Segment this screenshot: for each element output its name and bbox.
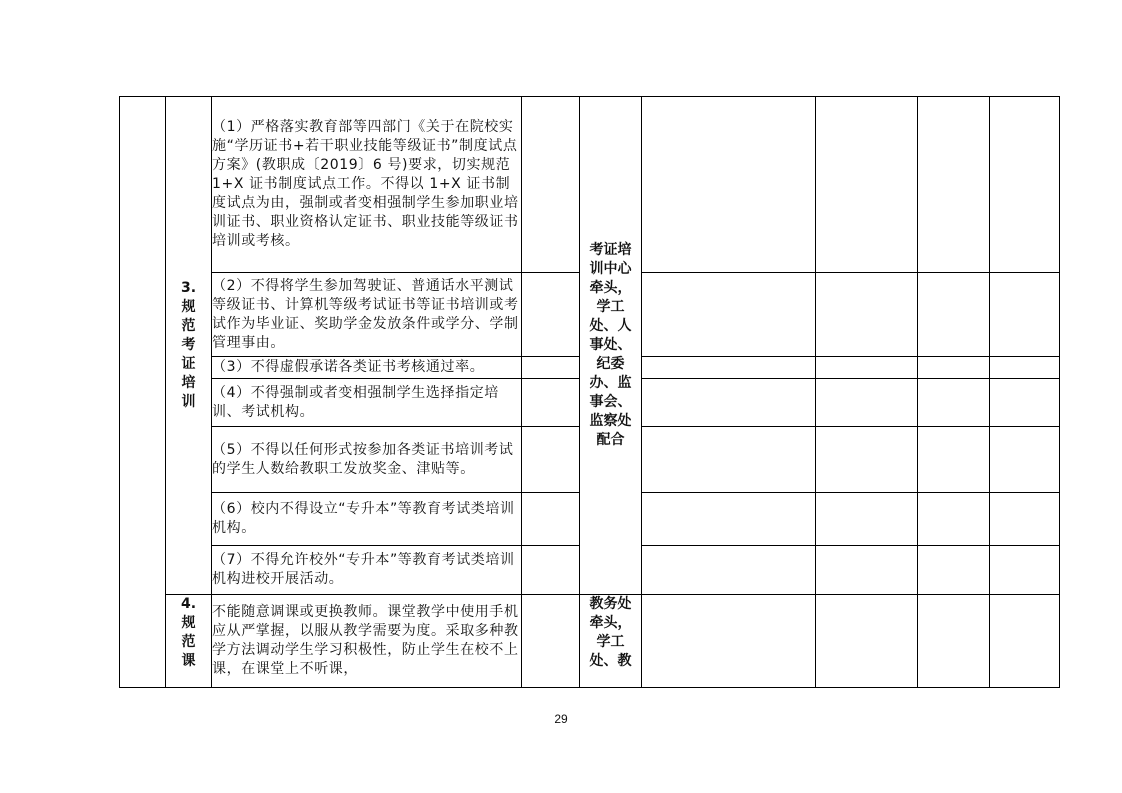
requirement-text: （5）不得以任何形式按参加各类证书培训考试的学生人数给教职工发放奖金、津贴等。: [212, 427, 522, 493]
empty-cell: [918, 427, 990, 493]
empty-cell: [522, 493, 580, 546]
responsible-line: 纪委: [596, 356, 625, 372]
empty-cell: [816, 357, 918, 379]
empty-cell: [816, 546, 918, 595]
empty-cell: [642, 546, 816, 595]
responsible-line: 学工: [596, 634, 625, 650]
empty-cell: [990, 546, 1060, 595]
empty-cell: [522, 379, 580, 427]
outer-category-cell: [120, 97, 166, 688]
responsible-department: [580, 595, 642, 688]
responsible-line: 事会、: [589, 394, 632, 410]
section-title-char: 课: [181, 653, 196, 669]
empty-cell: [816, 273, 918, 357]
empty-cell: [990, 97, 1060, 273]
requirement-text: （1）严格落实教育部等四部门《关于在院校实施“学历证书+若干职业技能等级证书”制度试点方案》(教职成〔2019〕6 号)要求，切实规范 1+X 证书制度试点工作。不得以 1+X 证书制度试点为由，强制或者变相强制学生参加职业培训证书、职业资格认定证书、职业技能等级证书培训或考核。: [212, 97, 522, 273]
table-row: [120, 97, 1060, 273]
empty-cell: [918, 493, 990, 546]
empty-cell: [990, 273, 1060, 357]
table-row: [120, 595, 1060, 688]
empty-cell: [990, 357, 1060, 379]
empty-cell: [642, 427, 816, 493]
responsible-line: 训中心: [589, 261, 632, 277]
empty-cell: [816, 97, 918, 273]
empty-cell: [642, 379, 816, 427]
section-number: 4.: [180, 596, 197, 612]
requirement-text: （2）不得将学生参加驾驶证、普通话水平测试等级证书、计算机等级考试证书等证书培训或考试作为毕业证、奖助学金发放条件或学分、学制管理事由。: [212, 273, 522, 357]
responsible-line: 牵头，: [589, 280, 632, 296]
responsible-line: 考证培: [589, 242, 632, 258]
section-4-category: [166, 595, 212, 688]
section-3-category: [166, 97, 212, 595]
empty-cell: [816, 595, 918, 688]
page-number: 29: [554, 712, 568, 726]
responsible-line: 配合: [596, 432, 625, 448]
empty-cell: [918, 595, 990, 688]
inspection-table: [119, 96, 1060, 688]
empty-cell: [918, 379, 990, 427]
requirement-text: （6）校内不得设立“专升本”等教育考试类培训机构。: [212, 493, 522, 546]
empty-cell: [918, 546, 990, 595]
empty-cell: [522, 357, 580, 379]
empty-cell: [642, 595, 816, 688]
section-title-char: 规: [181, 615, 196, 631]
empty-cell: [816, 379, 918, 427]
empty-cell: [642, 357, 816, 379]
empty-cell: [990, 427, 1060, 493]
empty-cell: [918, 357, 990, 379]
section-title-char: 范: [181, 634, 196, 650]
empty-cell: [522, 546, 580, 595]
empty-cell: [990, 379, 1060, 427]
section-title-char: 考: [181, 337, 196, 353]
responsible-line: 教务处: [589, 596, 632, 612]
empty-cell: [642, 273, 816, 357]
responsible-line: 处、人: [589, 318, 632, 334]
section-title-char: 训: [181, 394, 196, 410]
section-title-char: 范: [181, 318, 196, 334]
requirement-text: （7）不得允许校外“专升本”等教育考试类培训机构进校开展活动。: [212, 546, 522, 595]
responsible-line: 监察处: [589, 413, 632, 429]
responsible-line: 牵头，: [589, 615, 632, 631]
responsible-line: 事处、: [589, 337, 632, 353]
responsible-line: 学工: [596, 299, 625, 315]
responsible-department: [580, 97, 642, 595]
empty-cell: [816, 493, 918, 546]
empty-cell: [522, 97, 580, 273]
section-title-char: 证: [181, 356, 196, 372]
empty-cell: [990, 595, 1060, 688]
empty-cell: [642, 97, 816, 273]
requirement-text: 不能随意调课或更换教师。课堂教学中使用手机应从严掌握，以服从教学需要为度。采取多种教学方法调动学生学习积极性，防止学生在校不上课，在课堂上不听课，: [212, 595, 522, 688]
responsible-line: 办、监: [589, 375, 632, 391]
empty-cell: [522, 273, 580, 357]
requirement-text: （4）不得强制或者变相强制学生选择指定培训、考试机构。: [212, 379, 522, 427]
empty-cell: [642, 493, 816, 546]
section-title-char: 规: [181, 299, 196, 315]
section-number: 3.: [180, 280, 197, 296]
empty-cell: [522, 595, 580, 688]
empty-cell: [816, 427, 918, 493]
requirement-text: （3）不得虚假承诺各类证书考核通过率。: [212, 357, 522, 379]
empty-cell: [918, 97, 990, 273]
empty-cell: [522, 427, 580, 493]
section-title-char: 培: [181, 375, 196, 391]
empty-cell: [990, 493, 1060, 546]
empty-cell: [918, 273, 990, 357]
responsible-line: 处、教: [589, 653, 632, 669]
